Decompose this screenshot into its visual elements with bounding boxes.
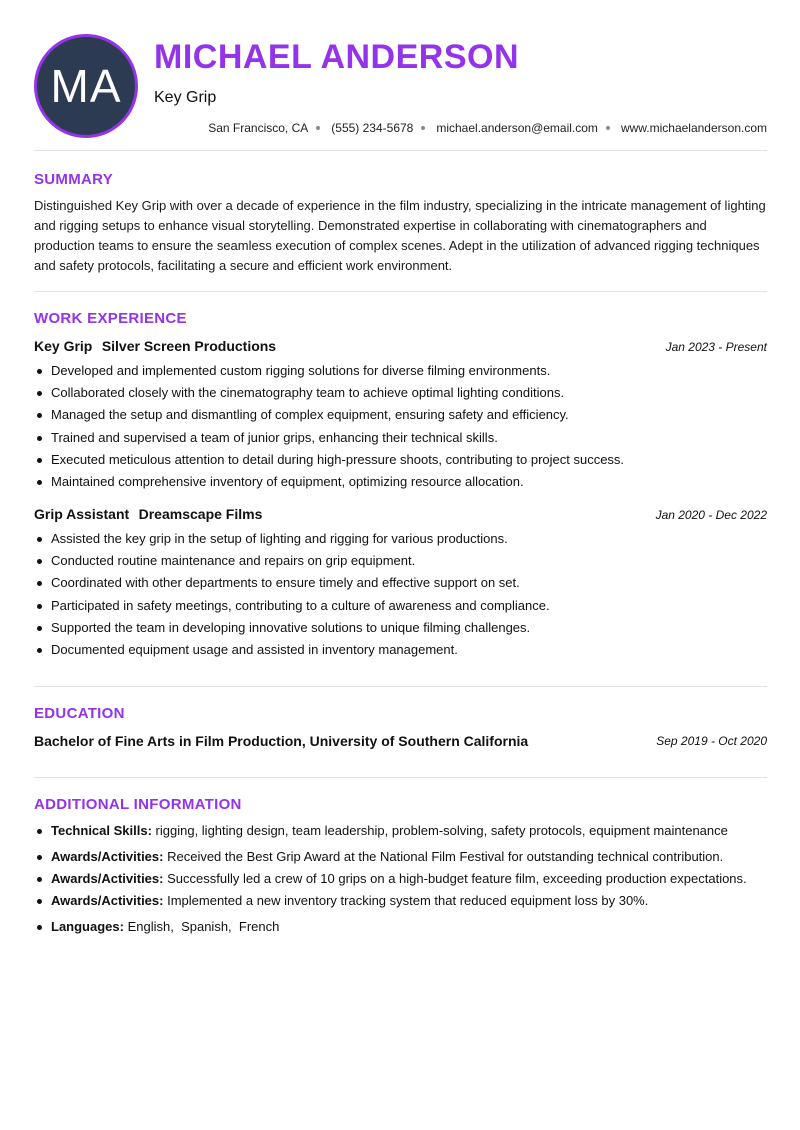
list-item: Conducted routine maintenance and repairs on grip equipment.: [34, 550, 767, 572]
job-dates: Jan 2023 - Present: [665, 340, 767, 354]
section-divider: [34, 686, 767, 687]
education-dates: Sep 2019 - Oct 2020: [656, 734, 767, 748]
job-company: Silver Screen Productions: [101, 338, 277, 354]
education-heading: EDUCATION: [34, 705, 125, 722]
list-item: Documented equipment usage and assisted in inventory management.: [34, 639, 767, 661]
info-label: Technical Skills:: [51, 823, 152, 838]
education-entry: [34, 733, 767, 751]
list-item: Developed and implemented custom rigging solutions for diverse filming environments.: [34, 360, 767, 382]
contact-separator-dot: [421, 126, 425, 130]
info-text: Received the Best Grip Award at the National Film Festival for outstanding technical contribution.: [167, 849, 724, 864]
additional-info-list: [34, 820, 774, 938]
job-header: [34, 338, 767, 356]
contact-info: [208, 121, 767, 135]
summary-heading: SUMMARY: [34, 171, 114, 188]
info-text: English, Spanish, French: [127, 919, 280, 934]
job-role: Key Grip: [34, 338, 93, 354]
list-item: [34, 846, 774, 868]
list-item: Participated in safety meetings, contributing to a culture of awareness and compliance.: [34, 595, 767, 617]
job-role: Grip Assistant: [34, 506, 130, 522]
job-bullet-list: [34, 360, 767, 493]
info-label: Awards/Activities:: [51, 849, 164, 864]
contact-phone: (555) 234-5678: [331, 121, 414, 135]
avatar: [34, 34, 138, 138]
info-text: Successfully led a crew of 10 grips on a high-budget feature film, exceeding production expectations.: [167, 871, 747, 886]
list-item: [34, 890, 774, 912]
info-label: Awards/Activities:: [51, 893, 164, 908]
list-item: [34, 820, 774, 842]
info-text: rigging, lighting design, team leadership, problem-solving, safety protocols, equipment maintenance: [155, 823, 728, 838]
info-label: Languages:: [51, 919, 124, 934]
list-item: Supported the team in developing innovative solutions to unique filming challenges.: [34, 617, 767, 639]
contact-website[interactable]: www.michaelanderson.com: [620, 121, 767, 135]
job-company: Dreamscape Films: [138, 506, 263, 522]
list-item: Coordinated with other departments to ensure timely and effective support on set.: [34, 572, 767, 594]
list-item: Maintained comprehensive inventory of equipment, optimizing resource allocation.: [34, 471, 767, 493]
work-experience-heading: WORK EXPERIENCE: [34, 310, 187, 327]
job-bullet-list: [34, 528, 767, 661]
contact-separator-dot: [316, 126, 320, 130]
summary-text: Distinguished Key Grip with over a decade of experience in the film industry, specializing in the intricate management of lighting and rigging setups to enhance visual storytelling. Demonstrated expertise in collaborating with cinematographers and production teams to ensure the seamless execution of complex scenes. Adept in the utilization of advanced rigging techniques and safety protocols, facilitating a secure and efficient work environment.: [34, 198, 766, 273]
candidate-name: MICHAEL ANDERSON: [154, 38, 520, 76]
list-item: Assisted the key grip in the setup of lighting and rigging for various productions.: [34, 528, 767, 550]
section-divider: [34, 777, 767, 778]
avatar-initials: MA: [50, 60, 122, 112]
section-divider: [34, 291, 767, 292]
additional-info-heading: ADDITIONAL INFORMATION: [34, 796, 242, 813]
contact-email[interactable]: michael.anderson@email.com: [436, 121, 598, 135]
list-item: Managed the setup and dismantling of complex equipment, ensuring safety and efficiency.: [34, 404, 767, 426]
section-divider: [34, 150, 767, 151]
list-item: Executed meticulous attention to detail during high-pressure shoots, contributing to project success.: [34, 449, 767, 471]
education-degree: Bachelor of Fine Arts in Film Production, University of Southern California: [34, 733, 529, 749]
list-item: Trained and supervised a team of junior grips, enhancing their technical skills.: [34, 427, 767, 449]
list-item: Collaborated closely with the cinematography team to achieve optimal lighting conditions.: [34, 382, 767, 404]
info-text: Implemented a new inventory tracking system that reduced equipment loss by 30%.: [167, 893, 649, 908]
contact-location: San Francisco, CA: [208, 121, 309, 135]
candidate-title: Key Grip: [154, 89, 217, 106]
list-item: [34, 916, 774, 938]
contact-separator-dot: [606, 126, 610, 130]
job-header: [34, 506, 767, 524]
resume-header: [34, 34, 767, 138]
info-label: Awards/Activities:: [51, 871, 164, 886]
job-dates: Jan 2020 - Dec 2022: [655, 508, 767, 522]
list-item: [34, 868, 774, 890]
